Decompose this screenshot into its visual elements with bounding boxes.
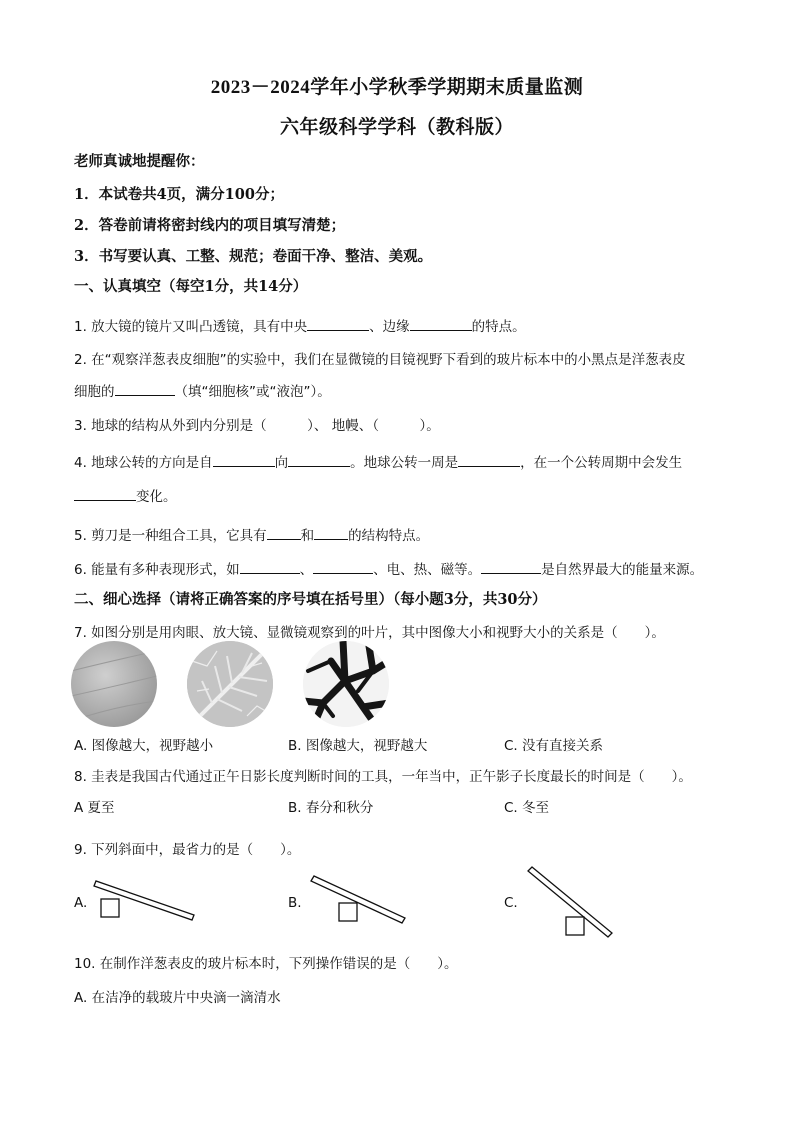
leaf-microscope-image xyxy=(303,641,389,727)
answer-blank[interactable] xyxy=(213,454,275,467)
question-2-line-2 xyxy=(74,380,331,400)
q7-option-b[interactable]: B. 图像越大，视野越大 xyxy=(288,738,428,754)
question-9: 9. 下列斜面中，最省力的是（ ）。 xyxy=(74,842,301,858)
q4-text-b: 向 xyxy=(274,455,289,471)
leaf-magnifier-image xyxy=(187,641,273,727)
slope-b-diagram xyxy=(306,874,410,926)
question-1 xyxy=(74,315,526,335)
q2-text-a: 细胞的 xyxy=(74,384,115,400)
answer-blank[interactable] xyxy=(314,527,348,540)
leaf-texture-icon xyxy=(71,641,157,727)
question-2-line-1: 2. 在“观察洋葱表皮细胞”的实验中，我们在显微镜的目镜视野下看到的玻片标本中的小黑点是洋葱表皮 xyxy=(74,352,686,368)
answer-blank[interactable] xyxy=(458,454,520,467)
q2-text-b: （填“细胞核”或“液泡”）。 xyxy=(174,384,331,400)
q8-option-c[interactable]: C. 冬至 xyxy=(504,800,550,816)
question-6 xyxy=(74,558,703,578)
exam-title: 2023－2024学年小学秋季学期期末质量监测 xyxy=(210,77,584,98)
answer-blank[interactable] xyxy=(288,454,350,467)
answer-blank[interactable] xyxy=(307,318,369,331)
reminder-item-2: 2．答卷前请将密封线内的项目填写清楚； xyxy=(74,217,346,234)
leaf-veins-icon xyxy=(187,641,273,727)
slope-c-diagram xyxy=(524,866,616,938)
leaf-cell-veins-icon xyxy=(303,641,389,727)
q6-text-d: 是自然界最大的能量来源。 xyxy=(541,562,704,578)
q8-option-b[interactable]: B. 春分和秋分 xyxy=(288,800,374,816)
reminder-heading: 老师真诚地提醒你： xyxy=(74,153,205,170)
q4-text-c: 。地球公转一周是 xyxy=(350,455,459,471)
reminder-item-3: 3．书写要认真、工整、规范；卷面干净、整洁、美观。 xyxy=(74,248,433,265)
answer-blank[interactable] xyxy=(240,561,300,574)
slope-a-diagram xyxy=(88,880,198,925)
q10-option-a[interactable]: A. 在洁净的载玻片中央滴一滴清水 xyxy=(74,990,281,1006)
question-3: 3. 地球的结构从外到内分别是（ ）、 地幔、（ ）。 xyxy=(74,418,440,434)
q6-text-b: 、 xyxy=(299,562,314,578)
section-2-heading: 二、细心选择（请将正确答案的序号填在括号里）（每小题3分，共30分） xyxy=(74,591,547,608)
q7-option-a[interactable]: A. 图像越大，视野越小 xyxy=(74,738,214,754)
answer-blank[interactable] xyxy=(410,318,472,331)
question-8: 8. 圭表是我国古代通过正午日影长度判断时间的工具，一年当中，正午影子长度最长的时间是（ ）。 xyxy=(74,769,692,785)
question-10: 10. 在制作洋葱表皮的玻片标本时，下列操作错误的是（ ）。 xyxy=(74,956,458,972)
answer-blank[interactable] xyxy=(267,527,301,540)
answer-blank[interactable] xyxy=(313,561,373,574)
question-5 xyxy=(74,524,429,544)
q1-text-b: 、边缘 xyxy=(369,319,410,335)
q5-text-a: 5. 剪刀是一种组合工具，它具有 xyxy=(74,528,267,544)
reminder-item-1: 1．本试卷共4页，满分100分； xyxy=(74,186,284,203)
q6-text-c: 、电、热、磁等。 xyxy=(373,562,482,578)
q5-text-b: 和 xyxy=(300,528,315,544)
q4-text-a: 4. 地球公转的方向是自 xyxy=(74,455,213,471)
question-4-line-1 xyxy=(74,451,682,471)
q8-option-a[interactable]: A 夏至 xyxy=(74,800,115,816)
answer-blank[interactable] xyxy=(481,561,541,574)
answer-blank[interactable] xyxy=(115,383,175,396)
q9-option-b[interactable]: B. xyxy=(288,895,302,911)
q9-option-a[interactable]: A. xyxy=(74,895,88,911)
q4-text-e: 变化。 xyxy=(136,489,177,505)
question-7: 7. 如图分别是用肉眼、放大镜、显微镜观察到的叶片，其中图像大小和视野大小的关系是（ ）。 xyxy=(74,625,665,641)
q1-text-a: 1. 放大镜的镜片又叫凸透镜，具有中央 xyxy=(74,319,308,335)
q1-text-c: 的特点。 xyxy=(471,319,526,335)
answer-blank[interactable] xyxy=(74,488,136,501)
section-1-heading: 一、认真填空（每空1分，共14分） xyxy=(74,278,308,295)
q9-option-c[interactable]: C. xyxy=(504,895,518,911)
q6-text-a: 6. 能量有多种表现形式，如 xyxy=(74,562,240,578)
exam-subtitle: 六年级科学学科（教科版） xyxy=(279,117,514,138)
q4-text-d: ，在一个公转周期中会发生 xyxy=(520,455,683,471)
leaf-naked-eye-image xyxy=(71,641,157,727)
q5-text-c: 的结构特点。 xyxy=(348,528,430,544)
question-4-line-2 xyxy=(74,485,177,505)
q7-option-c[interactable]: C. 没有直接关系 xyxy=(504,738,604,754)
